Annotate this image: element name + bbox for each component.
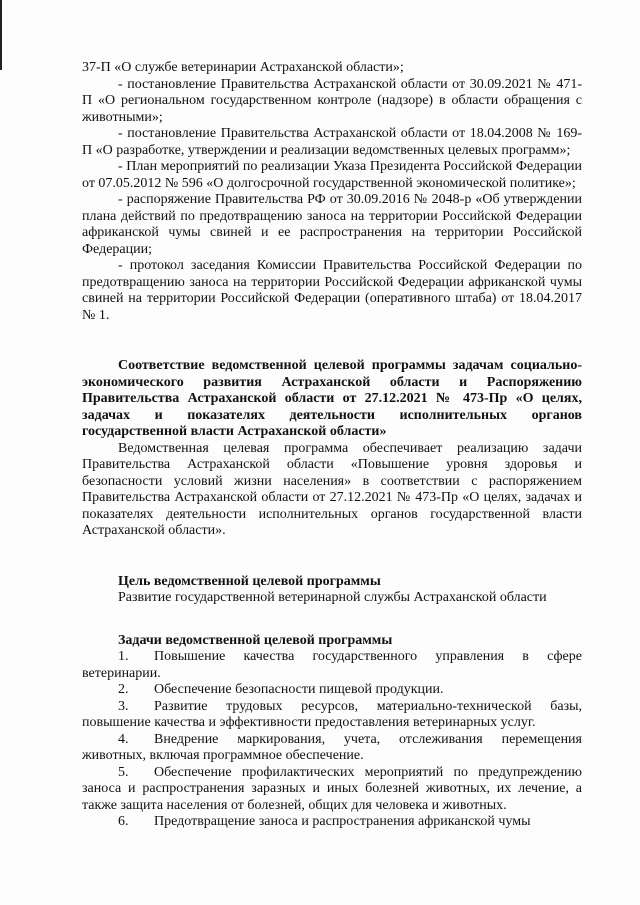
task-item [82, 649, 582, 682]
task-number: 1. [118, 649, 129, 664]
task-text: Обеспечение профилактических мероприятий по предупреждению заноса и распространения заразных и иных болезней животных, их лечение, а также защита населения от болезней, общих для человека и животных. [82, 764, 582, 813]
scan-edge-mark [0, 0, 2, 70]
task-text: Предотвращение заноса и распространения африканской чумы [154, 814, 531, 829]
goal-body: Развитие государственной ветеринарной службы Астраханской области [118, 590, 547, 605]
task-text: Внедрение маркирования, учета, отслеживания перемещения животных, включая программное обеспечение. [82, 731, 582, 763]
task-text: Повышение качества государственного управления в сфере ветеринарии. [82, 649, 582, 681]
paragraph-plan-596: - План мероприятий по реализации Указа Президента Российской Федерации от 07.05.2012 № 596 «О долгосрочной государственной экономической политике»; [82, 159, 582, 191]
task-number: 3. [118, 698, 129, 714]
section-spacer [82, 607, 582, 633]
task-item [82, 699, 582, 732]
task-item [82, 682, 582, 699]
section-spacer [82, 540, 582, 574]
task-text: Обеспечение безопасности пищевой продукции. [154, 682, 444, 697]
paragraph-decree-471: - постановление Правительства Астраханской области от 30.09.2021 № 471-П «О региональном государственном контроле (надзоре) в области обращения с животными»; [82, 76, 582, 125]
task-item [82, 732, 582, 765]
compliance-heading: Соответствие ведомственной целевой программы задачам социально-экономического развития Астраханской области и Распоряжению Правительства Астраханской области от 27.12.2021 № 473-Пр «О целях, задачах и показателях деятельности исполнительных органов государственной власти Астраханской области» [82, 358, 582, 439]
paragraph-protocol: - протокол заседания Комиссии Правительства Российской Федерации по предотвращению заноса на территории Российской Федерации африканской чумы свиней на территории Российской Федерации (оперативного штаба) от 18.04.2017 № 1. [82, 258, 582, 323]
task-number: 6. [118, 814, 129, 829]
document-body [82, 60, 582, 831]
task-item [82, 814, 582, 831]
paragraph-continuation: 37-П «О службе ветеринарии Астраханской области»; [82, 60, 404, 75]
task-text: Развитие трудовых ресурсов, материально-технической базы, повышение качества и эффективности предоставления ветеринарных услуг. [82, 698, 582, 730]
paragraph-decree-169: - постановление Правительства Астраханской области от 18.04.2008 № 169-П «О разработке, утверждении и реализации ведомственных целевых программ»; [82, 126, 582, 158]
task-item [82, 765, 582, 815]
compliance-body: Ведомственная целевая программа обеспечивает реализацию задачи Правительства Астраханской области «Повышение уровня здоровья и безопасности условий жизни населения» в соответствии с распоряжением Правительства Астраханской области от 27.12.2021 № 473-Пр «О целях, задачах и показателях деятельности исполнительных органов государственной власти Астраханской области». [82, 440, 582, 538]
task-number: 4. [118, 731, 129, 747]
task-number: 5. [118, 764, 129, 780]
tasks-heading: Задачи ведомственной целевой программы [118, 632, 393, 648]
task-number: 2. [118, 682, 129, 697]
paragraph-order-2048: - распоряжение Правительства РФ от 30.09.2016 № 2048-р «Об утверждении плана действий по предотвращению заноса на территории Российской Федерации африканской чумы свиней и ее распространения на территории Российской Федерации; [82, 192, 582, 257]
goal-heading: Цель ведомственной целевой программы [118, 573, 381, 589]
section-spacer [82, 324, 582, 358]
